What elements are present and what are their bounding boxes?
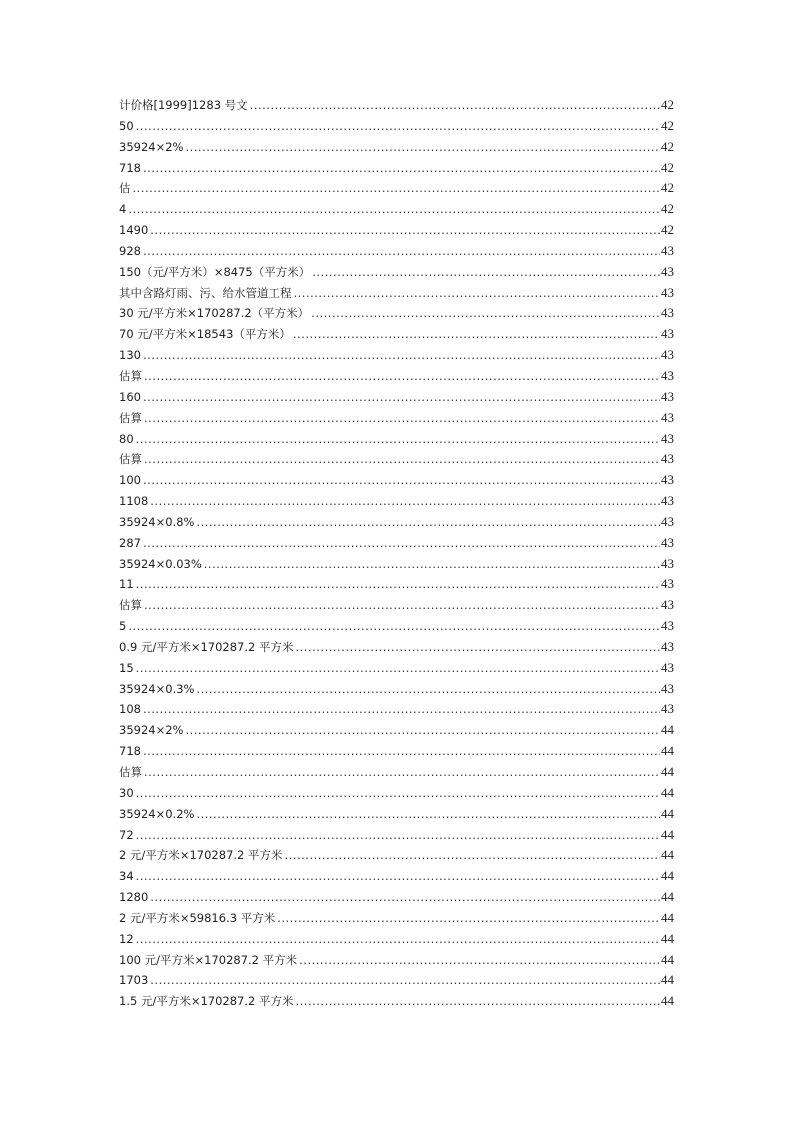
toc-entry-page-number: 42 — [661, 222, 674, 238]
dot-leader — [143, 161, 660, 175]
toc-entry-label: 1280 — [119, 890, 149, 905]
toc-entry-page-number: 44 — [661, 743, 674, 759]
toc-entry-label: 1703 — [119, 973, 149, 988]
dot-leader — [312, 265, 660, 279]
toc-entry-label: 估算 — [119, 410, 142, 425]
toc-entry-page-number: 42 — [661, 159, 674, 175]
toc-entry-label: 34 — [119, 869, 134, 884]
toc-entry-label: 35924×0.03% — [119, 556, 202, 571]
toc-entry[interactable] — [119, 827, 674, 848]
toc-entry[interactable] — [119, 347, 674, 368]
toc-entry[interactable] — [119, 514, 674, 535]
toc-entry-page-number: 43 — [661, 638, 674, 654]
toc-entry-label: 287 — [119, 535, 141, 550]
toc-entry-label: 928 — [119, 243, 141, 258]
toc-entry-page-number: 44 — [661, 784, 674, 800]
toc-entry[interactable] — [119, 118, 674, 139]
toc-entry-page-number: 43 — [661, 701, 674, 717]
toc-entry-page-number: 43 — [661, 305, 674, 321]
toc-entry[interactable] — [119, 556, 674, 577]
toc-entry[interactable] — [119, 410, 674, 431]
toc-entry-label: 1490 — [119, 223, 149, 238]
toc-entry-label: 35924×0.3% — [119, 681, 195, 696]
dot-leader — [128, 619, 660, 633]
toc-entry-page-number: 43 — [661, 659, 674, 675]
dot-leader — [136, 828, 660, 842]
toc-entry-label: 130 — [119, 348, 141, 363]
toc-entry-page-number: 43 — [661, 618, 674, 634]
dot-leader — [143, 473, 660, 487]
toc-entry[interactable] — [119, 222, 674, 243]
dot-leader — [144, 452, 660, 466]
toc-entry[interactable] — [119, 97, 674, 118]
toc-entry-page-number: 43 — [661, 430, 674, 446]
dot-leader — [143, 390, 660, 404]
toc-entry[interactable] — [119, 535, 674, 556]
toc-entry-page-number: 44 — [661, 951, 674, 967]
toc-entry-label: 4 — [119, 202, 127, 217]
toc-entry[interactable] — [119, 180, 674, 201]
dot-leader — [144, 369, 660, 383]
toc-entry-label: 估 — [119, 181, 131, 196]
dot-leader — [143, 702, 660, 716]
toc-entry[interactable] — [119, 931, 674, 952]
toc-entry[interactable] — [119, 326, 674, 347]
toc-entry-page-number: 43 — [661, 493, 674, 509]
dot-leader — [144, 411, 660, 425]
toc-entry-page-number: 43 — [661, 326, 674, 342]
toc-entry-page-number: 44 — [661, 764, 674, 779]
dot-leader — [196, 682, 660, 696]
toc-entry-label: 80 — [119, 431, 134, 446]
dot-leader — [133, 181, 661, 195]
toc-entry-label: 100 — [119, 473, 141, 488]
toc-entry-label: 30 元/平方米×170287.2（平方米） — [119, 306, 310, 321]
dot-leader — [185, 723, 660, 737]
toc-entry-label: 150（元/平方米）×8475（平方米） — [119, 264, 311, 279]
toc-entry[interactable] — [119, 785, 674, 806]
toc-entry-page-number: 44 — [661, 889, 674, 905]
toc-entry[interactable] — [119, 389, 674, 410]
toc-entry-label: 35924×2% — [119, 139, 184, 154]
toc-entry[interactable] — [119, 764, 674, 785]
toc-entry[interactable] — [119, 285, 674, 306]
toc-entry-label: 12 — [119, 931, 134, 946]
toc-entry-page-number: 42 — [661, 201, 674, 217]
toc-entry[interactable] — [119, 722, 674, 743]
toc-entry-page-number: 43 — [661, 680, 674, 696]
toc-entry-page-number: 44 — [661, 805, 674, 821]
dot-leader — [144, 765, 660, 779]
toc-entry-label: 35924×0.2% — [119, 806, 195, 821]
toc-entry-page-number: 43 — [661, 388, 674, 404]
toc-entry[interactable] — [119, 806, 674, 827]
toc-entry-page-number: 44 — [661, 722, 674, 738]
dot-leader — [128, 202, 660, 216]
dot-leader — [277, 911, 660, 925]
toc-entry[interactable] — [119, 889, 674, 910]
dot-leader — [136, 432, 660, 446]
dot-leader — [295, 994, 660, 1008]
dot-leader — [185, 140, 660, 154]
toc-entry-page-number: 43 — [661, 513, 674, 529]
toc-entry[interactable] — [119, 472, 674, 493]
toc-entry-label: 35924×0.8% — [119, 514, 195, 529]
toc-entry-label: 估算 — [119, 598, 142, 613]
toc-entry-label: 718 — [119, 744, 141, 759]
table-of-contents — [119, 97, 674, 1014]
toc-entry[interactable] — [119, 431, 674, 452]
dot-leader — [136, 119, 660, 133]
dot-leader — [144, 598, 660, 612]
toc-entry-page-number: 44 — [661, 930, 674, 946]
toc-entry-page-number: 43 — [661, 367, 674, 383]
toc-entry-page-number: 42 — [661, 97, 674, 112]
toc-entry-label: 0.9 元/平方米×170287.2 平方米 — [119, 639, 294, 654]
toc-entry-page-number: 44 — [661, 847, 674, 863]
dot-leader — [293, 327, 660, 341]
toc-entry[interactable] — [119, 701, 674, 722]
toc-entry-label: 1.5 元/平方米×170287.2 平方米 — [119, 994, 294, 1009]
dot-leader — [136, 932, 660, 946]
toc-entry-label: 100 元/平方米×170287.2 平方米 — [119, 952, 298, 967]
dot-leader — [136, 577, 660, 591]
toc-entry[interactable] — [119, 868, 674, 889]
toc-entry-label: 5 — [119, 619, 127, 634]
toc-entry[interactable] — [119, 160, 674, 181]
toc-entry-page-number: 43 — [661, 242, 674, 258]
toc-entry[interactable] — [119, 264, 674, 285]
toc-entry-label: 50 — [119, 118, 134, 133]
toc-entry-page-number: 44 — [661, 868, 674, 884]
toc-entry-label: 72 — [119, 827, 134, 842]
toc-entry-page-number: 43 — [661, 472, 674, 488]
toc-entry[interactable] — [119, 451, 674, 472]
toc-entry[interactable] — [119, 243, 674, 264]
toc-entry-label: 15 — [119, 660, 134, 675]
toc-entry-label: 2 元/平方米×170287.2 平方米 — [119, 848, 283, 863]
toc-entry-label: 2 元/平方米×59816.3 平方米 — [119, 910, 276, 925]
toc-entry-page-number: 43 — [661, 597, 674, 613]
toc-entry-page-number: 42 — [661, 180, 674, 196]
toc-entry[interactable] — [119, 743, 674, 764]
toc-entry[interactable] — [119, 597, 674, 618]
toc-entry-page-number: 43 — [661, 451, 674, 467]
toc-entry-label: 估算 — [119, 765, 142, 779]
toc-entry[interactable] — [119, 681, 674, 702]
dot-leader — [204, 557, 660, 571]
toc-entry[interactable] — [119, 493, 674, 514]
toc-entry[interactable] — [119, 618, 674, 639]
dot-leader — [136, 661, 660, 675]
dot-leader — [150, 223, 660, 237]
toc-entry-page-number: 42 — [661, 117, 674, 133]
dot-leader — [150, 890, 660, 904]
toc-entry-label: 计价格[1999]1283 号文 — [119, 98, 248, 112]
toc-entry-page-number: 44 — [661, 972, 674, 988]
toc-entry[interactable] — [119, 847, 674, 868]
toc-entry[interactable] — [119, 910, 674, 931]
dot-leader — [285, 848, 660, 862]
dot-leader — [295, 640, 660, 654]
toc-entry-page-number: 43 — [661, 263, 674, 279]
toc-entry-label: 估算 — [119, 368, 142, 383]
toc-entry-label: 718 — [119, 160, 141, 175]
dot-leader — [299, 953, 660, 967]
toc-entry-page-number: 44 — [661, 826, 674, 842]
dot-leader — [150, 494, 660, 508]
toc-entry[interactable] — [119, 201, 674, 222]
toc-entry[interactable] — [119, 368, 674, 389]
toc-entry[interactable] — [119, 305, 674, 326]
toc-entry-label: 160 — [119, 389, 141, 404]
dot-leader — [143, 348, 660, 362]
toc-entry-page-number: 44 — [661, 993, 674, 1009]
dot-leader — [136, 869, 660, 883]
dot-leader — [311, 306, 660, 320]
toc-entry[interactable] — [119, 972, 674, 993]
dot-leader — [143, 536, 660, 550]
toc-entry[interactable] — [119, 576, 674, 597]
toc-entry-page-number: 43 — [661, 284, 674, 300]
toc-entry-page-number: 43 — [661, 534, 674, 550]
toc-entry-page-number: 42 — [661, 138, 674, 154]
dot-leader — [143, 244, 660, 258]
toc-entry[interactable] — [119, 139, 674, 160]
dot-leader — [143, 744, 660, 758]
toc-entry-label: 108 — [119, 702, 141, 717]
dot-leader — [250, 98, 660, 112]
toc-entry-page-number: 43 — [661, 347, 674, 363]
toc-entry-label: 1108 — [119, 494, 149, 509]
toc-entry[interactable] — [119, 639, 674, 660]
toc-entry-label: 30 — [119, 785, 134, 800]
toc-entry[interactable] — [119, 993, 674, 1014]
toc-entry[interactable] — [119, 660, 674, 681]
toc-entry-page-number: 43 — [661, 555, 674, 571]
toc-entry-page-number: 43 — [661, 409, 674, 425]
dot-leader — [136, 786, 660, 800]
toc-entry[interactable] — [119, 952, 674, 973]
toc-entry-label: 11 — [119, 577, 134, 592]
dot-leader — [196, 515, 660, 529]
dot-leader — [294, 286, 661, 300]
toc-entry-label: 35924×2% — [119, 723, 184, 738]
toc-entry-label: 估算 — [119, 452, 142, 467]
toc-entry-page-number: 43 — [661, 576, 674, 592]
toc-entry-label: 其中含路灯雨、污、给水管道工程 — [119, 285, 292, 300]
dot-leader — [150, 973, 660, 987]
toc-entry-page-number: 44 — [661, 909, 674, 925]
toc-entry-label: 70 元/平方米×18543（平方米） — [119, 327, 291, 342]
dot-leader — [196, 807, 660, 821]
